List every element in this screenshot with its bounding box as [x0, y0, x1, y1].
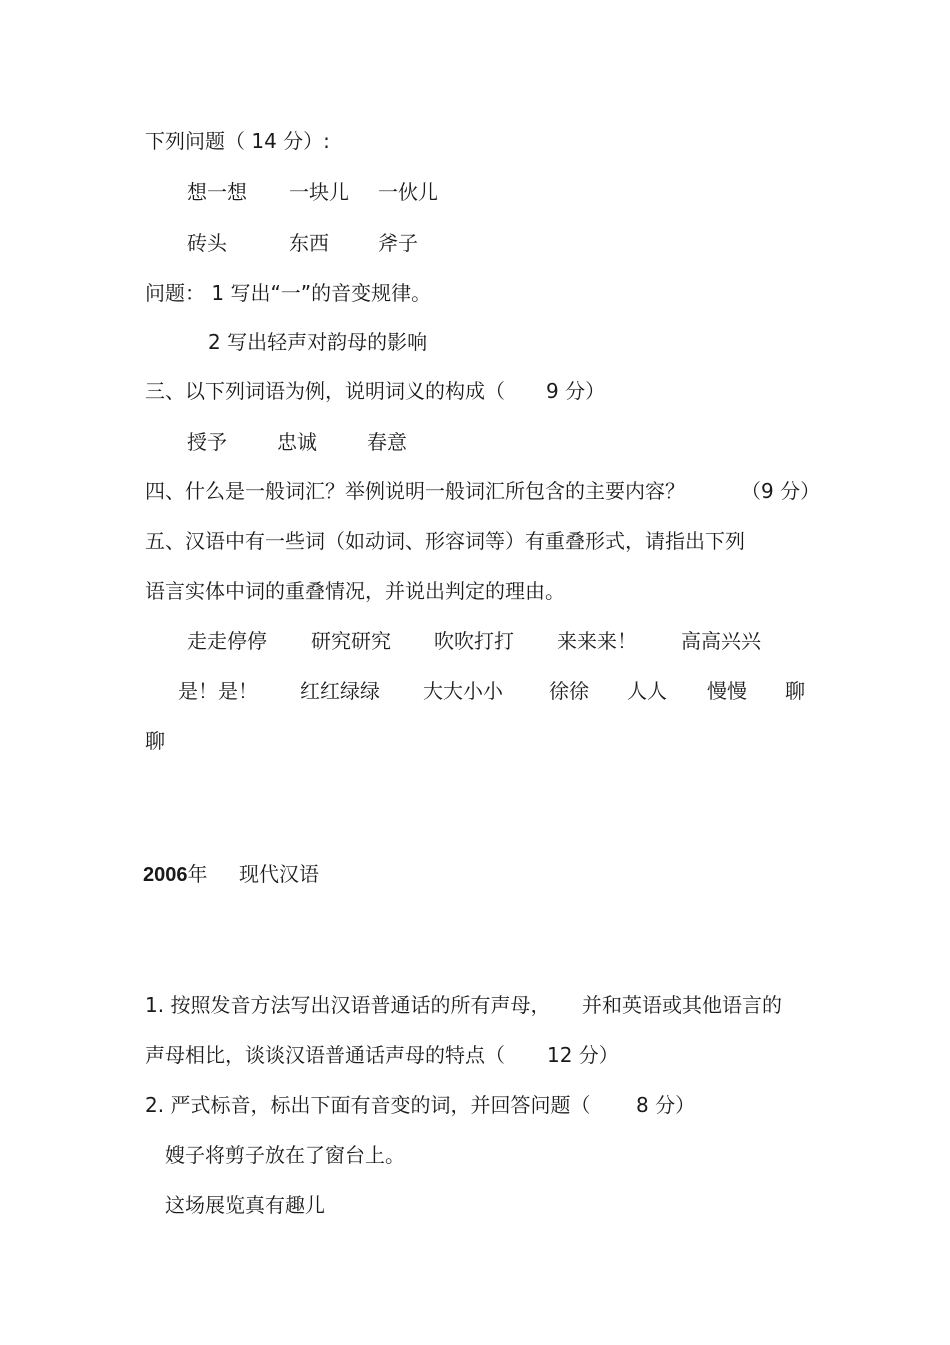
- exam-q1-score: 12 分）: [547, 1043, 619, 1067]
- reduplication-item: 是！是！: [178, 679, 258, 703]
- phrase-item: 一块儿: [289, 180, 349, 204]
- phrase-item: 斧子: [378, 231, 418, 255]
- reduplication-item: 人人: [627, 679, 667, 703]
- section-five-line1: 五、汉语中有一些词（如动词、形容词等）有重叠形式，请指出下列: [145, 529, 745, 553]
- reduplication-item: 大大小小: [423, 679, 503, 703]
- reduplication-item: 走走停停: [187, 629, 267, 653]
- phrase-item: 一伙儿: [378, 180, 438, 204]
- section-four-score: （9 分）: [741, 479, 821, 503]
- phrase-item: 想一想: [187, 180, 247, 204]
- section-four-title: 四、什么是一般词汇？举例说明一般词汇所包含的主要内容？: [145, 479, 685, 503]
- section-intro-line: [145, 127, 330, 155]
- section-five-line2: 语言实体中词的重叠情况，并说出判定的理由。: [145, 579, 565, 603]
- word-item: 春意: [367, 430, 407, 454]
- exam-q1-part1: 1. 按照发音方法写出汉语普通话的所有声母，: [145, 993, 551, 1017]
- reduplication-item: 研究研究: [311, 629, 391, 653]
- exam-q2-score: 8 分）: [636, 1093, 696, 1117]
- exam-year-suffix: 年: [187, 862, 208, 886]
- phrase-item: 砖头: [187, 231, 227, 255]
- reduplication-item: 红红绿绿: [300, 679, 380, 703]
- exam-sentence-1: 嫂子将剪子放在了窗台上。: [165, 1143, 405, 1167]
- reduplication-item: 高高兴兴: [681, 629, 761, 653]
- exam-q2-line: 2. 严式标音，标出下面有音变的词，并回答问题（: [145, 1093, 591, 1117]
- reduplication-item: 徐徐: [549, 679, 589, 703]
- question-one: 问题： 1 写出“一”的音变规律。: [145, 281, 432, 305]
- exam-year: 2006: [143, 864, 188, 886]
- phrase-item: 东西: [289, 231, 329, 255]
- reduplication-item: 来来来！: [557, 629, 637, 653]
- exam-q1-part2: 并和英语或其他语言的: [582, 993, 782, 1017]
- reduplication-item: 吹吹打打: [434, 629, 514, 653]
- question-two: 2 写出轻声对韵母的影响: [208, 330, 428, 354]
- section-intro-text: 下列问题（ 14 分）:: [145, 129, 330, 153]
- section-three-score: 9 分）: [546, 379, 606, 403]
- exam-sentence-2: 这场展览真有趣儿: [165, 1193, 325, 1217]
- section-three-title: 三、以下列词语为例，说明词义的构成（: [145, 379, 505, 403]
- reduplication-item: 慢慢: [707, 679, 747, 703]
- exam-subject: 现代汉语: [239, 862, 319, 886]
- word-item: 授予: [187, 430, 227, 454]
- reduplication-item: 聊: [145, 729, 165, 753]
- exam-year-heading: [143, 860, 208, 888]
- exam-q1-line2: 声母相比，谈谈汉语普通话声母的特点（: [145, 1043, 505, 1067]
- word-item: 忠诚: [277, 430, 317, 454]
- reduplication-item: 聊: [785, 679, 805, 703]
